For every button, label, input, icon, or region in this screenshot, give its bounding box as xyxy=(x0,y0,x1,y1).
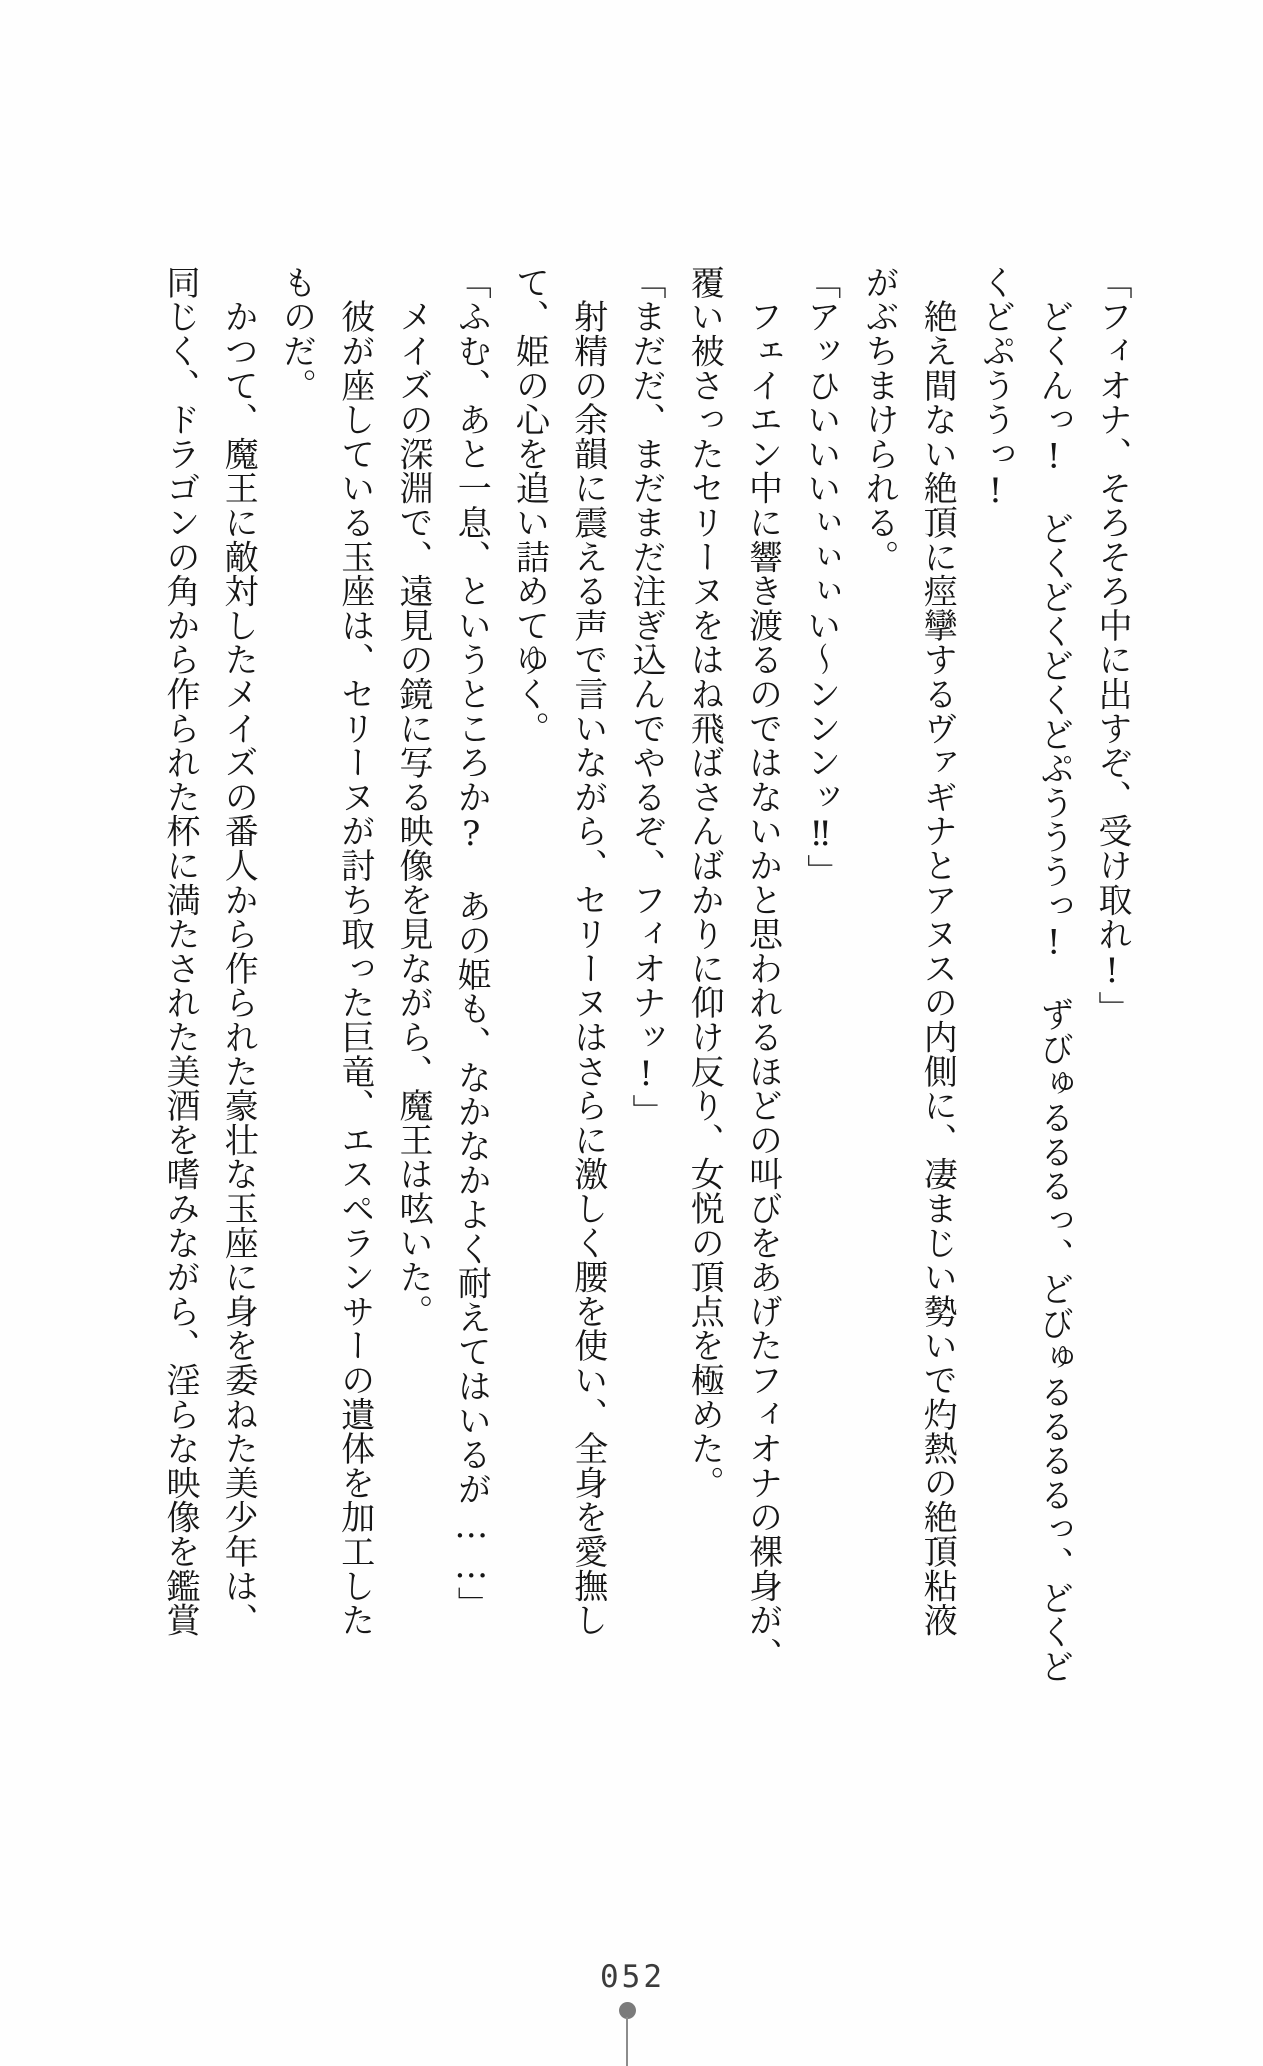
page-number: 052 xyxy=(600,1959,665,1995)
text-line: フェイエン中に響き渡るのではないかと思われるほどの叫びをあげたフィオナの裸身が、 xyxy=(742,265,783,1672)
text-line: 彼が座している玉座は、セリーヌが討ち取った巨竜、エスペランサーの遺体を加工した xyxy=(334,265,375,1637)
text-line: て、姫の心を追い詰めてゆく。 xyxy=(509,265,550,746)
text-line: くどぷううっ! xyxy=(975,265,1016,512)
text-line: メイズの深淵で、遠見の鏡に写る映像を見ながら、魔王は呟いた。 xyxy=(393,265,433,1329)
text-line: どくんっ! どくどくどくどぷうううっ! ずびゅるるるっ、どびゅるるるるっ、どくど xyxy=(1033,265,1074,1684)
text-line: 覆い被さったセリーヌをはね飛ばさんばかりに仰け反り、女悦の頂点を極めた。 xyxy=(684,265,725,1500)
text-line: 同じく、ドラゴンの角から作られた杯に満たされた美酒を嗜みながら、淫らな映像を鑑賞 xyxy=(160,265,200,1637)
text-line: 「まだだ、まだまだ注ぎ込んでやるぞ、フィオナッ!」 xyxy=(626,265,666,1129)
text-line: かつて、魔王に敵対したメイズの番人から作られた豪壮な玉座に身を委ねた美少年は、 xyxy=(218,265,259,1637)
text-line: ものだ。 xyxy=(276,265,317,403)
footer-rule xyxy=(626,2017,628,2066)
text-line: 「アッひいいいぃぃぃい〜ンンンッ‼」 xyxy=(800,265,841,889)
text-line: 射精の余韻に震える声で言いながら、セリーヌはさらに激しく腰を使い、全身を愛撫し xyxy=(567,265,608,1637)
text-line: 「フィオナ、そろそろ中に出すぞ、受け取れ!」 xyxy=(1092,265,1132,1026)
text-line: 「ふむ、あと一息、というところか? あの姫も、なかなかよく耐えてはいるが……」 xyxy=(451,265,492,1621)
text-line: がぶちまけられる。 xyxy=(859,265,899,574)
text-line: 絶え間ない絶頂に痙攣するヴァギナとアヌスの内側に、凄まじい勢いで灼熱の絶頂粘液 xyxy=(917,265,958,1637)
